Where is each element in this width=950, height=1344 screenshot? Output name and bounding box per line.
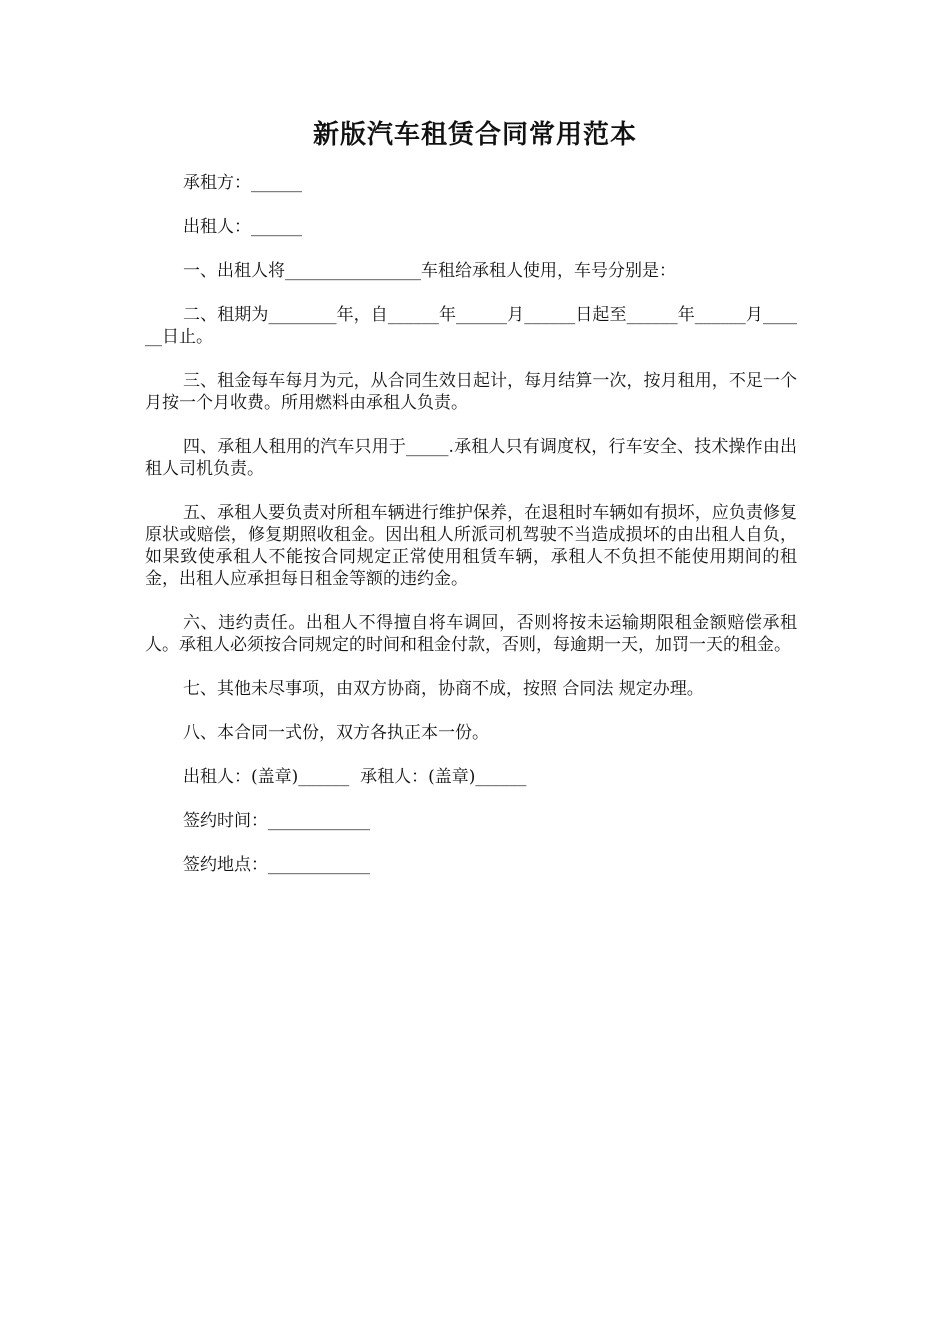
clause-5: 五、承租人要负责对所租车辆进行维护保养，在退租时车辆如有损坏，应负责修复原状或赔偿，修复期照收租金。因出租人所派司机驾驶不当造成损坏的由出租人自负，如果致使承租人不能按合同规定正常使用租赁车辆，承租人不负担不能使用期间的租金，出租人应承担每日租金等额的违约金。 xyxy=(145,503,797,589)
clause-8: 八、本合同一式份，双方各执正本一份。 xyxy=(183,723,489,743)
lessor-line: 出租人：______ xyxy=(183,217,302,237)
lessee-line: 承租方：______ xyxy=(183,173,302,193)
clause-7: 七、其他未尽事项，由双方协商，协商不成，按照 合同法 规定办理。 xyxy=(183,679,704,699)
clause-3: 三、租金每车每月为元，从合同生效日起计，每月结算一次，按月租用，不足一个月按一个月收费。所用燃料由承租人负责。 xyxy=(145,371,797,413)
clause-6: 六、违约责任。出租人不得擅自将车调回，否则将按未运输期限租金额赔偿承租人。承租人必须按合同规定的时间和租金付款，否则，每逾期一天，加罚一天的租金。 xyxy=(145,613,797,655)
signing-place-line: 签约地点：____________ xyxy=(183,855,370,875)
clause-1: 一、出租人将________________车租给承租人使用，车号分别是： xyxy=(183,261,676,281)
signature-line: 出租人：(盖章)______ 承租人：(盖章)______ xyxy=(183,767,527,787)
clause-2: 二、租期为________年，自______年______月______日起至______年______月______日止。 xyxy=(145,305,797,347)
document-body xyxy=(145,172,797,898)
document-title: 新版汽车租赁合同常用范本 xyxy=(312,120,637,150)
clause-4: 四、承租人租用的汽车只用于_____.承租人只有调度权，行车安全、技术操作由出租人司机负责。 xyxy=(145,437,797,479)
signing-time-line: 签约时间：____________ xyxy=(183,811,370,831)
